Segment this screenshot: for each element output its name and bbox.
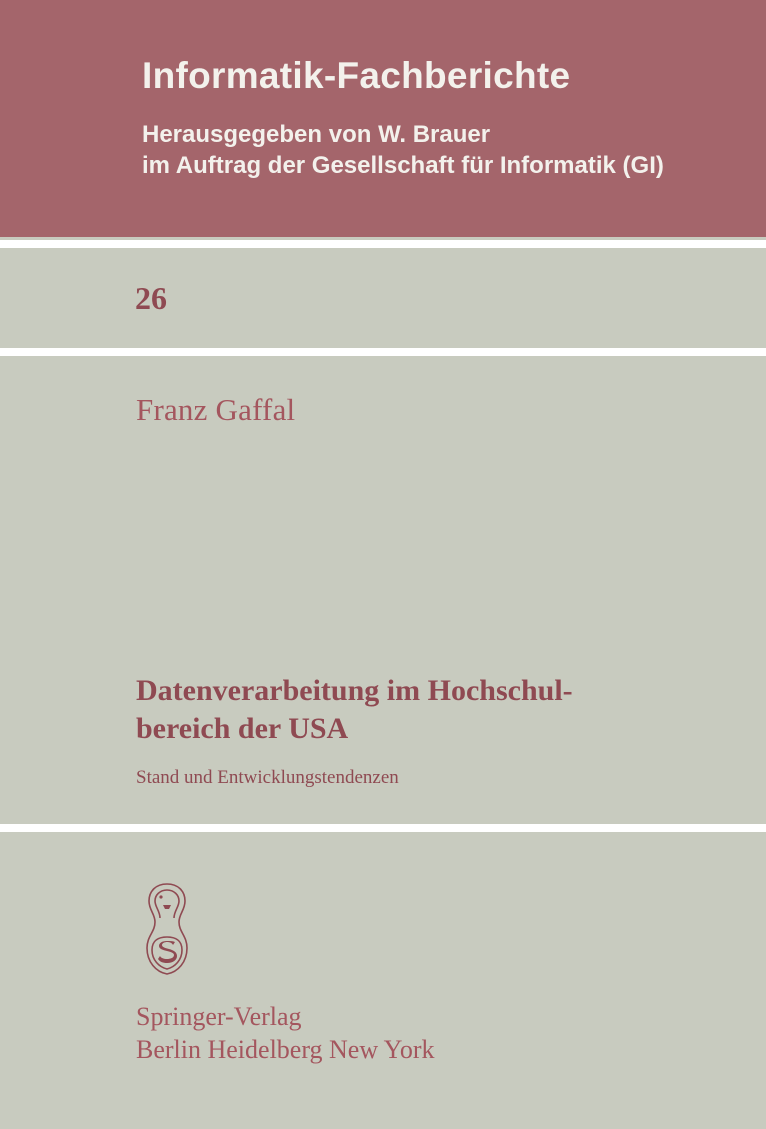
book-title-line-1: Datenverarbeitung im Hochschul-: [136, 674, 573, 707]
springer-horseman-logo-icon: [136, 880, 696, 978]
series-editor-line-1: Herausgegeben von W. Brauer: [142, 120, 491, 148]
series-editor-line-2: im Auftrag der Gesellschaft für Informatik (GI): [142, 152, 664, 180]
book-title-line-2: bereich der USA: [136, 712, 349, 746]
divider-below-volume: [0, 348, 766, 356]
publisher-name: [136, 978, 696, 1067]
author-name: Franz Gaffal: [136, 392, 296, 427]
series-editor: [142, 97, 746, 182]
book-subtitle: Stand und Entwicklungstendenzen: [136, 766, 399, 788]
divider-top: [0, 240, 766, 248]
volume-number: 26: [135, 280, 167, 316]
divider-above-publisher: [0, 824, 766, 832]
volume-band: [0, 248, 766, 348]
title-block: [136, 672, 706, 789]
publisher-name-text: Springer-Verlag: [136, 1002, 302, 1031]
publisher-cities: Berlin Heidelberg New York: [136, 1035, 435, 1065]
series-band: [0, 0, 766, 237]
publisher-block: [136, 880, 696, 1067]
book-title: [136, 672, 706, 749]
series-title: Informatik-Fachberichte: [142, 55, 571, 96]
